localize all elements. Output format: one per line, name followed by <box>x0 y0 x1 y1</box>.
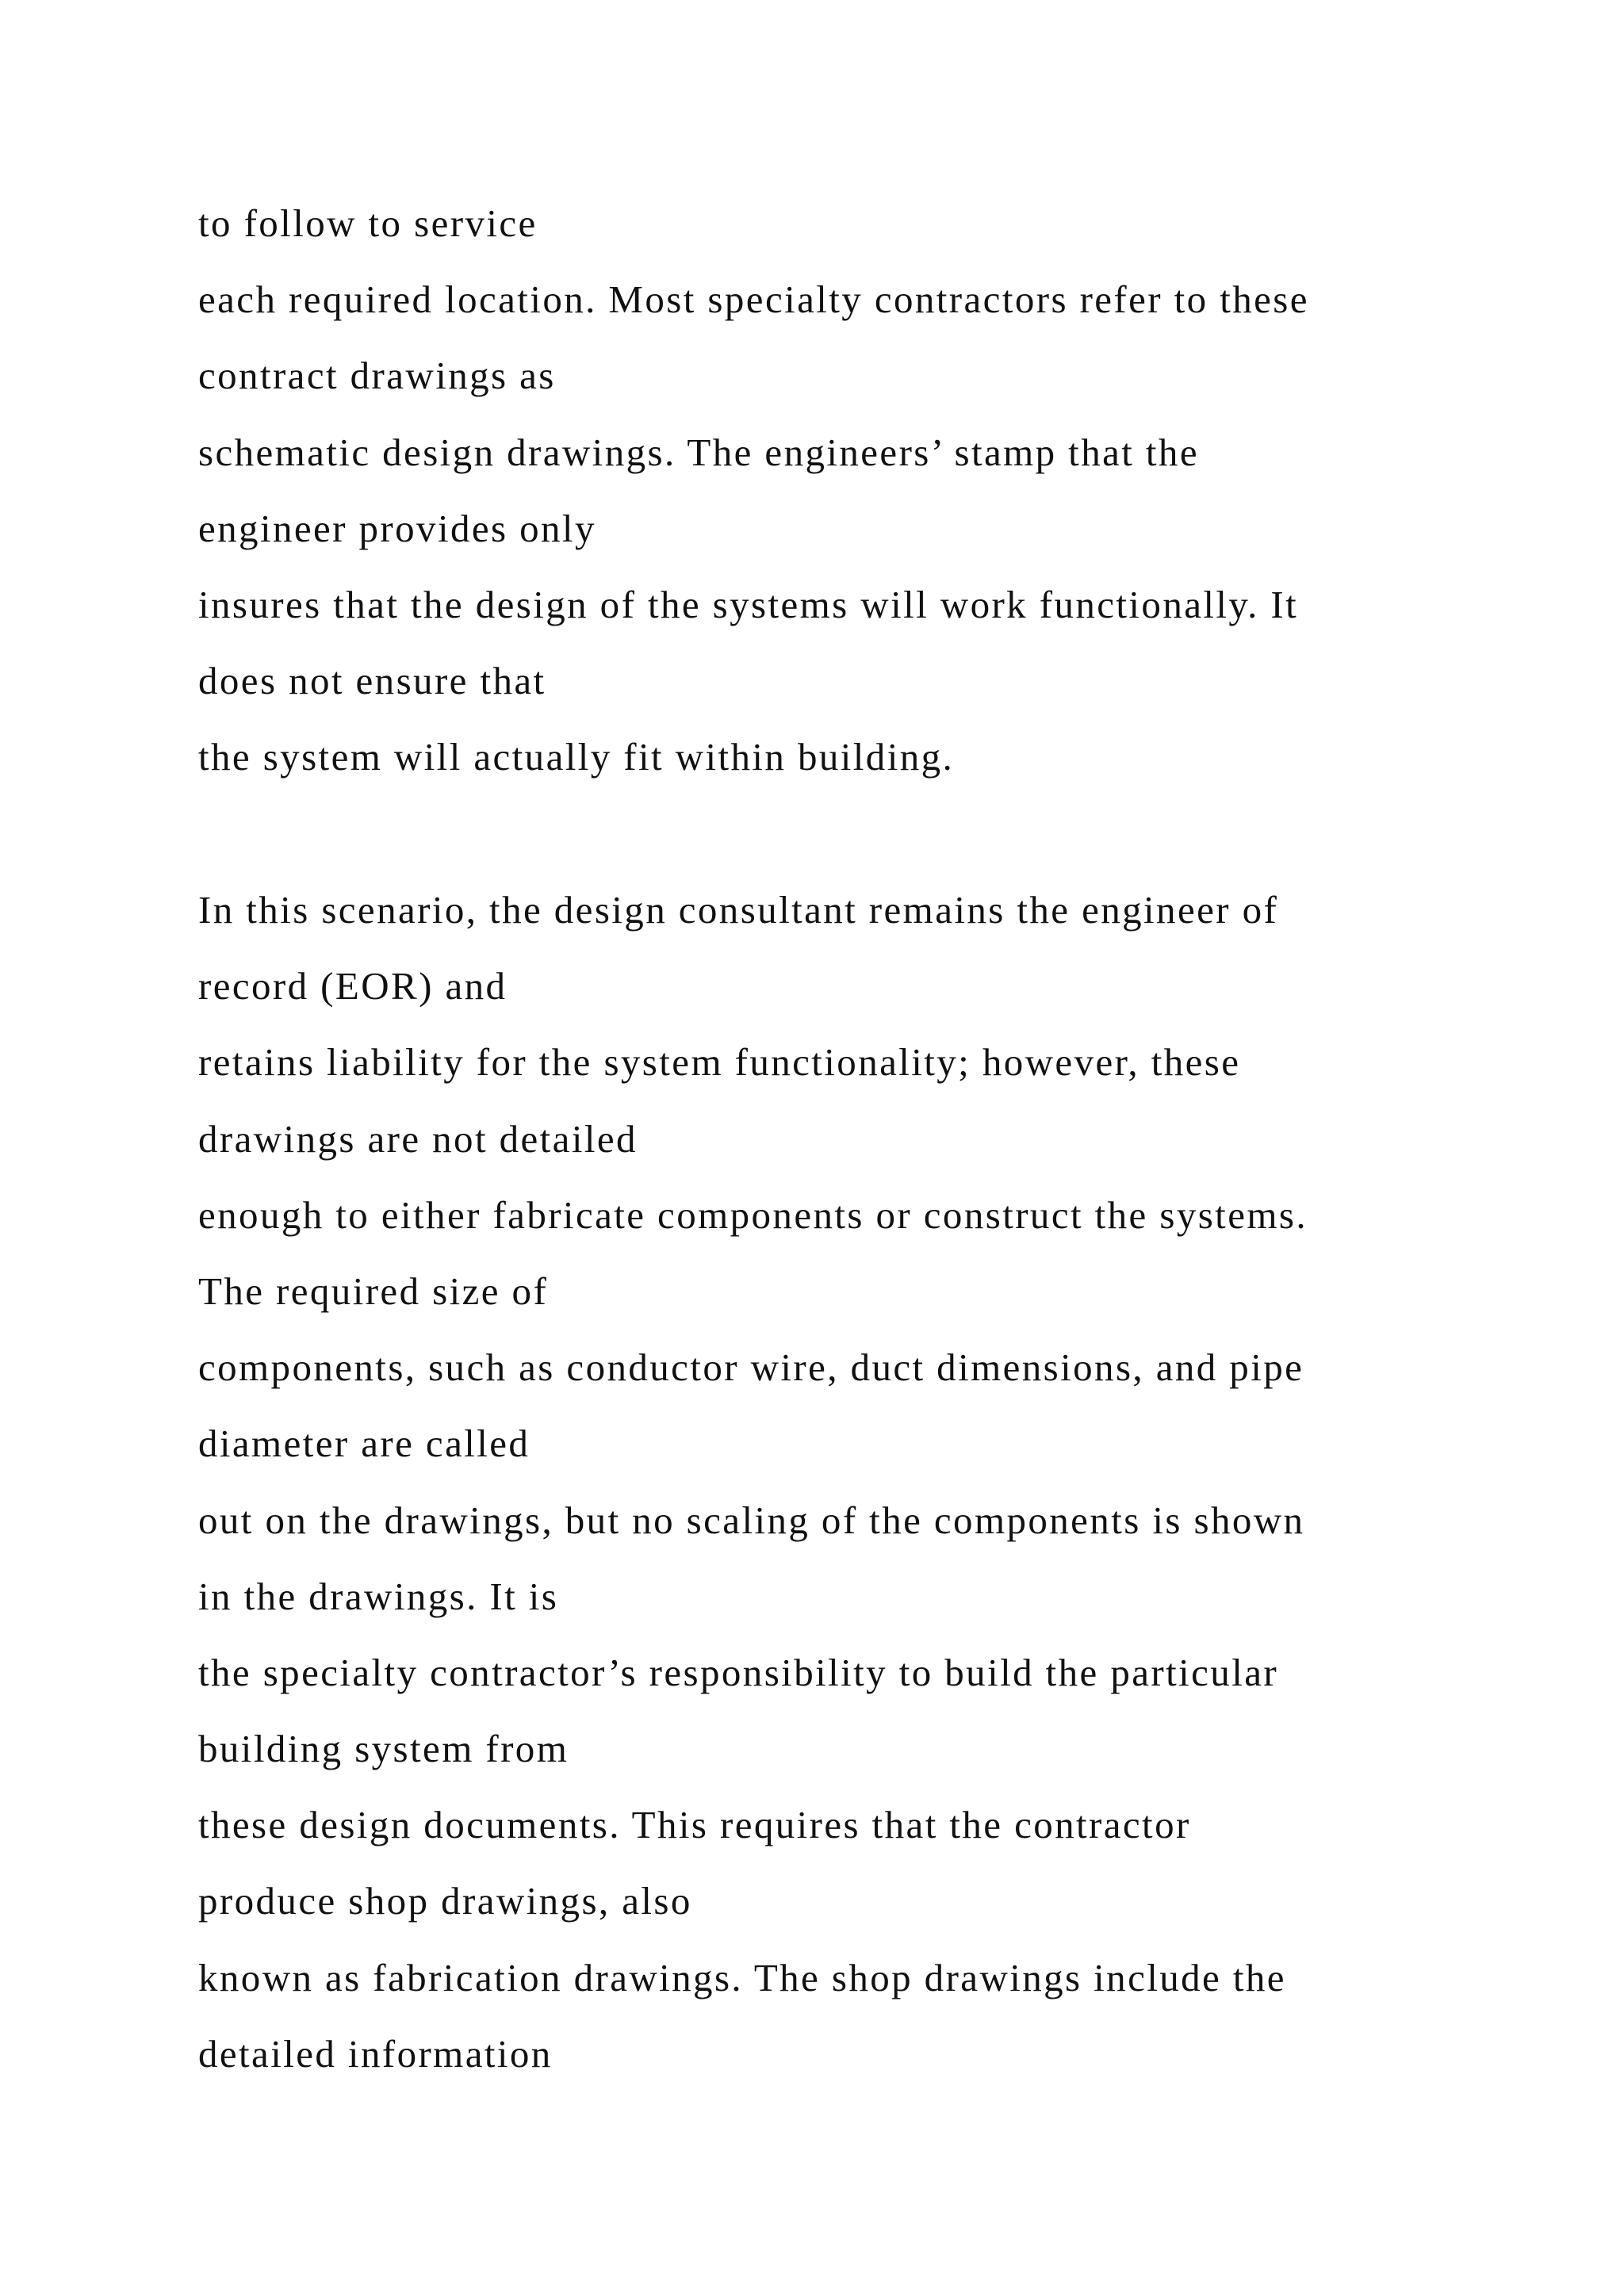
paragraph-2 <box>198 872 1546 2092</box>
text-line: components, such as conductor wire, duct dimensions, and pipe <box>198 1345 1304 1390</box>
text-line: retains liability for the system functionality; however, these <box>198 1040 1241 1085</box>
text-line: diameter are called <box>198 1422 530 1466</box>
text-line: In this scenario, the design consultant remains the engineer of <box>198 888 1279 932</box>
text-line: the system will actually fit within building. <box>198 735 955 779</box>
text-line: does not ensure that <box>198 659 546 703</box>
text-line: detailed information <box>198 2031 553 2076</box>
text-line: contract drawings as <box>198 354 556 398</box>
text-line: record (EOR) and <box>198 964 508 1008</box>
text-line: building system from <box>198 1727 569 1771</box>
paragraph-1 <box>198 186 1546 796</box>
text-line: produce shop drawings, also <box>198 1879 692 1923</box>
text-line: out on the drawings, but no scaling of the components is shown <box>198 1498 1305 1542</box>
text-line: each required location. Most specialty contractors refer to these <box>198 277 1309 322</box>
text-line: engineer provides only <box>198 506 596 550</box>
text-line: known as fabrication drawings. The shop drawings include the <box>198 1955 1286 1999</box>
text-line: drawings are not detailed <box>198 1116 638 1161</box>
text-line: The required size of <box>198 1269 549 1313</box>
text-line: these design documents. This requires that the contractor <box>198 1803 1191 1847</box>
text-line: in the drawings. It is <box>198 1574 559 1618</box>
text-line: the specialty contractor’s responsibility to build the particular <box>198 1650 1279 1694</box>
text-line: insures that the design of the systems will work functionally. It <box>198 582 1299 626</box>
text-line: enough to either fabricate components or construct the systems. <box>198 1192 1308 1237</box>
text-line: schematic design drawings. The engineers’ stamp that the <box>198 430 1199 474</box>
text-line: to follow to service <box>198 201 538 245</box>
